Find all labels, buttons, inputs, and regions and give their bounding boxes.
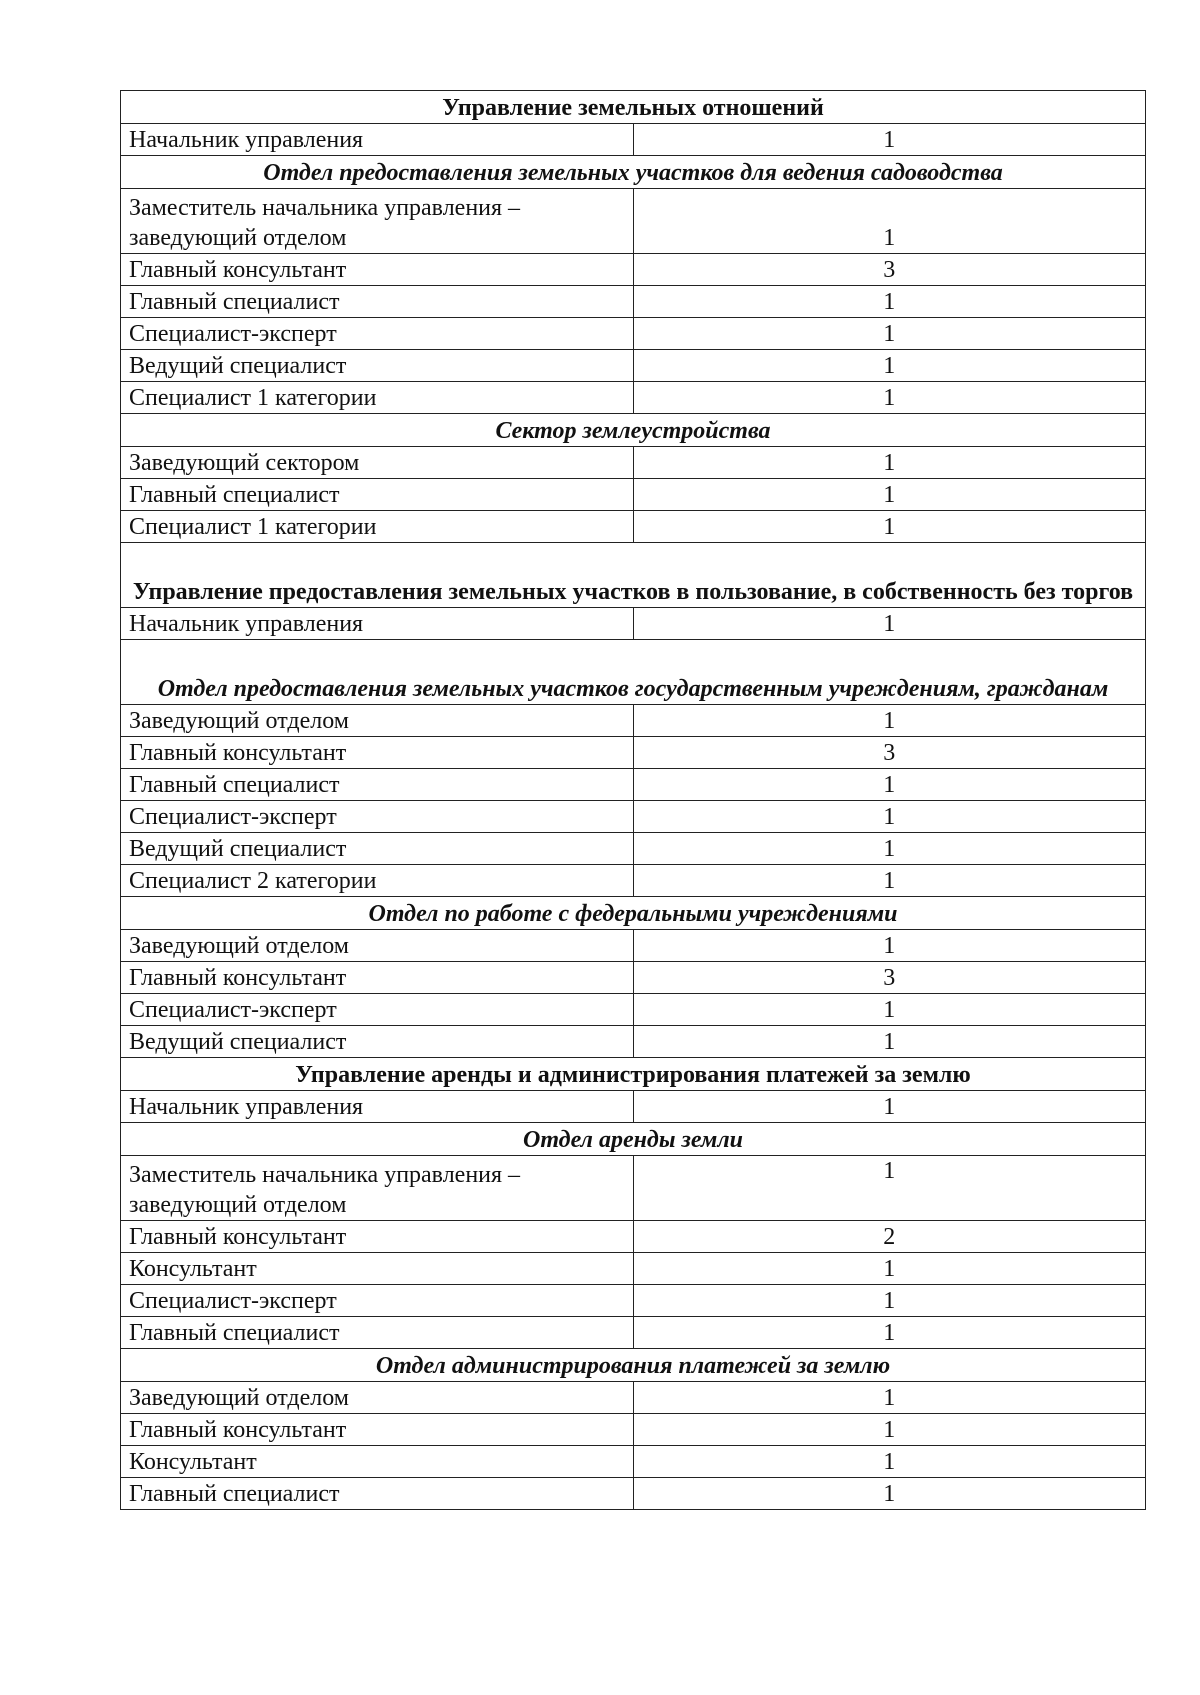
table-row bbox=[121, 962, 1146, 994]
position-title: Специалист-эксперт bbox=[121, 318, 634, 350]
position-title: Заместитель начальника управления – заведующий отделом bbox=[121, 1156, 634, 1221]
position-count: 1 bbox=[633, 1285, 1146, 1317]
table-row bbox=[121, 1221, 1146, 1253]
department-header-row bbox=[121, 543, 1146, 608]
table-row bbox=[121, 833, 1146, 865]
table-row bbox=[121, 511, 1146, 543]
position-count: 3 bbox=[633, 737, 1146, 769]
table-row bbox=[121, 994, 1146, 1026]
table-row bbox=[121, 1091, 1146, 1123]
position-count: 1 bbox=[633, 1156, 1146, 1221]
table-row bbox=[121, 1156, 1146, 1221]
section-title: Сектор землеустройства bbox=[121, 414, 1146, 447]
position-title: Ведущий специалист bbox=[121, 350, 634, 382]
position-title: Заведующий отделом bbox=[121, 705, 634, 737]
table-row bbox=[121, 769, 1146, 801]
position-count: 1 bbox=[633, 865, 1146, 897]
position-title: Консультант bbox=[121, 1446, 634, 1478]
position-title: Главный консультант bbox=[121, 1221, 634, 1253]
table-row bbox=[121, 479, 1146, 511]
section-header-row bbox=[121, 1123, 1146, 1156]
table-row bbox=[121, 1285, 1146, 1317]
table-row bbox=[121, 1382, 1146, 1414]
position-title: Главный специалист bbox=[121, 286, 634, 318]
position-count: 1 bbox=[633, 479, 1146, 511]
position-title: Специалист-эксперт bbox=[121, 801, 634, 833]
department-title: Управление аренды и администрирования платежей за землю bbox=[121, 1058, 1146, 1091]
table-row bbox=[121, 865, 1146, 897]
position-count: 1 bbox=[633, 994, 1146, 1026]
section-header-row bbox=[121, 640, 1146, 705]
table-row bbox=[121, 930, 1146, 962]
table-row bbox=[121, 350, 1146, 382]
position-count: 1 bbox=[633, 382, 1146, 414]
position-count: 3 bbox=[633, 962, 1146, 994]
table-row bbox=[121, 1446, 1146, 1478]
table-row bbox=[121, 1026, 1146, 1058]
position-title: Главный консультант bbox=[121, 737, 634, 769]
position-title: Главный специалист bbox=[121, 479, 634, 511]
position-title: Главный консультант bbox=[121, 1414, 634, 1446]
table-row bbox=[121, 124, 1146, 156]
position-title: Заведующий отделом bbox=[121, 1382, 634, 1414]
table-row bbox=[121, 447, 1146, 479]
position-count: 1 bbox=[633, 286, 1146, 318]
table-row bbox=[121, 1253, 1146, 1285]
position-count: 1 bbox=[633, 189, 1146, 254]
position-count: 1 bbox=[633, 1253, 1146, 1285]
table-row bbox=[121, 254, 1146, 286]
department-header-row bbox=[121, 91, 1146, 124]
table-row bbox=[121, 705, 1146, 737]
table-row bbox=[121, 382, 1146, 414]
position-title: Ведущий специалист bbox=[121, 833, 634, 865]
section-header-row bbox=[121, 897, 1146, 930]
position-title: Консультант bbox=[121, 1253, 634, 1285]
position-title: Главный специалист bbox=[121, 1478, 634, 1510]
table-row bbox=[121, 737, 1146, 769]
position-title: Специалист 1 категории bbox=[121, 511, 634, 543]
position-count: 1 bbox=[633, 350, 1146, 382]
table-row bbox=[121, 801, 1146, 833]
position-count: 1 bbox=[633, 705, 1146, 737]
table-row bbox=[121, 1414, 1146, 1446]
position-title: Ведущий специалист bbox=[121, 1026, 634, 1058]
section-header-row bbox=[121, 414, 1146, 447]
position-title: Специалист-эксперт bbox=[121, 994, 634, 1026]
table-row bbox=[121, 318, 1146, 350]
position-count: 1 bbox=[633, 1026, 1146, 1058]
position-count: 1 bbox=[633, 318, 1146, 350]
position-count: 1 bbox=[633, 608, 1146, 640]
staffing-table-body bbox=[121, 91, 1146, 1510]
position-count: 1 bbox=[633, 1446, 1146, 1478]
position-title: Специалист-эксперт bbox=[121, 1285, 634, 1317]
position-count: 1 bbox=[633, 1478, 1146, 1510]
position-title: Заведующий отделом bbox=[121, 930, 634, 962]
position-count: 3 bbox=[633, 254, 1146, 286]
table-row bbox=[121, 286, 1146, 318]
position-count: 2 bbox=[633, 1221, 1146, 1253]
position-count: 1 bbox=[633, 833, 1146, 865]
section-header-row bbox=[121, 156, 1146, 189]
position-count: 1 bbox=[633, 1414, 1146, 1446]
staffing-table bbox=[120, 90, 1146, 1510]
position-count: 1 bbox=[633, 447, 1146, 479]
department-header-row bbox=[121, 1058, 1146, 1091]
section-title: Отдел по работе с федеральными учреждениями bbox=[121, 897, 1146, 930]
position-count: 1 bbox=[633, 1091, 1146, 1123]
position-title: Специалист 2 категории bbox=[121, 865, 634, 897]
table-row bbox=[121, 1478, 1146, 1510]
position-title: Заведующий сектором bbox=[121, 447, 634, 479]
position-title: Главный консультант bbox=[121, 962, 634, 994]
position-title: Заместитель начальника управления – заведующий отделом bbox=[121, 189, 634, 254]
table-row bbox=[121, 189, 1146, 254]
department-title: Управление предоставления земельных участков в пользование, в собственность без торгов bbox=[121, 543, 1146, 608]
section-title: Отдел предоставления земельных участков для ведения садоводства bbox=[121, 156, 1146, 189]
position-title: Начальник управления bbox=[121, 1091, 634, 1123]
position-title: Специалист 1 категории bbox=[121, 382, 634, 414]
position-count: 1 bbox=[633, 1317, 1146, 1349]
table-row bbox=[121, 608, 1146, 640]
position-count: 1 bbox=[633, 769, 1146, 801]
position-title: Начальник управления bbox=[121, 608, 634, 640]
section-title: Отдел аренды земли bbox=[121, 1123, 1146, 1156]
department-title: Управление земельных отношений bbox=[121, 91, 1146, 124]
position-count: 1 bbox=[633, 801, 1146, 833]
section-title: Отдел предоставления земельных участков государственным учреждениям, гражданам bbox=[121, 640, 1146, 705]
position-count: 1 bbox=[633, 1382, 1146, 1414]
position-title: Начальник управления bbox=[121, 124, 634, 156]
table-row bbox=[121, 1317, 1146, 1349]
position-count: 1 bbox=[633, 511, 1146, 543]
position-count: 1 bbox=[633, 124, 1146, 156]
section-header-row bbox=[121, 1349, 1146, 1382]
position-count: 1 bbox=[633, 930, 1146, 962]
position-title: Главный специалист bbox=[121, 769, 634, 801]
section-title: Отдел администрирования платежей за землю bbox=[121, 1349, 1146, 1382]
position-title: Главный консультант bbox=[121, 254, 634, 286]
position-title: Главный специалист bbox=[121, 1317, 634, 1349]
